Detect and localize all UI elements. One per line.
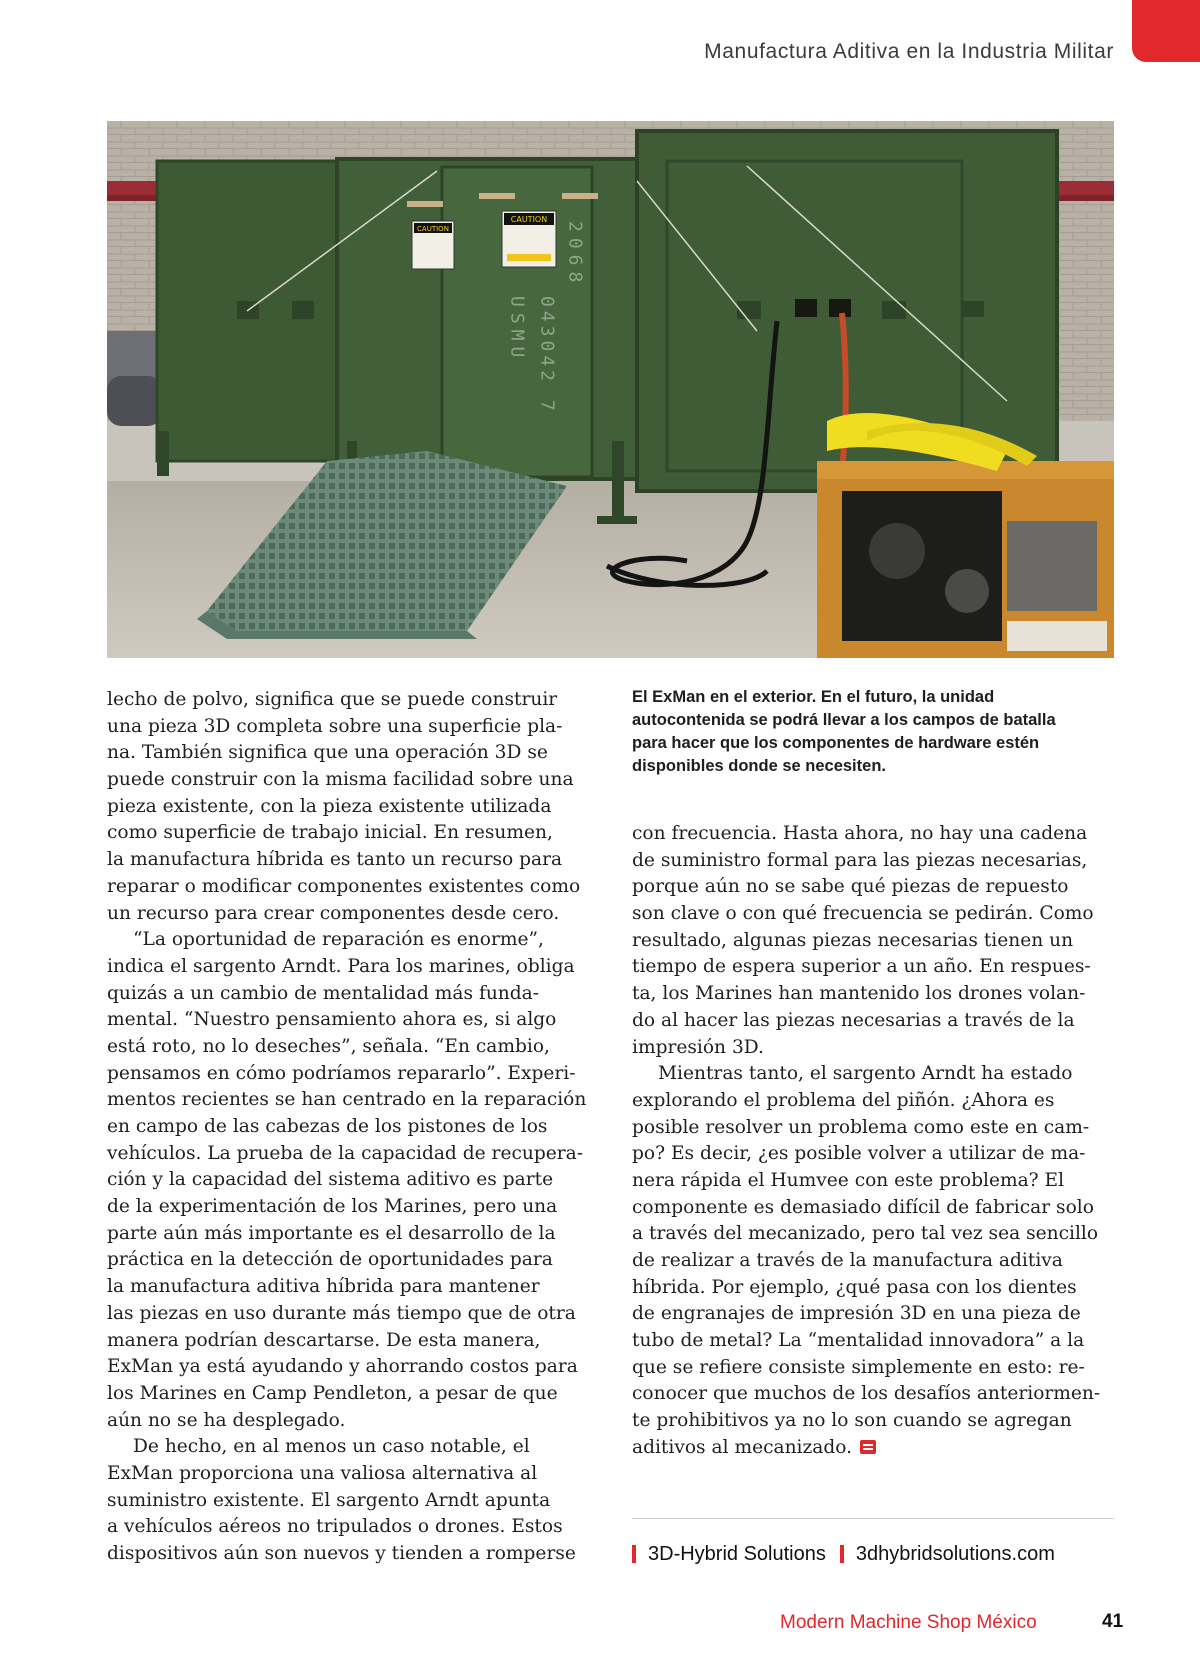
text-line: impresión 3D. bbox=[632, 1036, 764, 1058]
text-line: ExMan proporciona una valiosa alternativa al bbox=[107, 1462, 538, 1484]
text-line: a través del mecanizado, pero tal vez sea sencillo bbox=[632, 1223, 1099, 1245]
exman-container-photo bbox=[107, 121, 1114, 658]
source-website-link[interactable]: 3dhybridsolutions.com bbox=[855, 1542, 1055, 1565]
article-end-icon bbox=[860, 1440, 876, 1454]
text-line-last bbox=[632, 1435, 1118, 1462]
text-line: dispositivos aún son nuevos y tienden a romperse bbox=[107, 1543, 576, 1564]
text-line: con frecuencia. Hasta ahora, no hay una cadena bbox=[632, 823, 1088, 844]
caption-line: disponibles donde se necesiten. bbox=[632, 757, 886, 775]
source-credit bbox=[632, 1539, 1055, 1569]
footer-magazine-name: Modern Machine Shop México bbox=[780, 1612, 1037, 1633]
text-line: manera podrían descartarse. De esta manera, bbox=[107, 1329, 541, 1351]
accent-bar-icon bbox=[632, 1545, 636, 1563]
text-line: de engranajes de impresión 3D en una pieza de bbox=[632, 1303, 1081, 1325]
text-line: indica el sargento Arndt. Para los marines, obliga bbox=[107, 955, 575, 977]
text-line: la manufactura híbrida es tanto un recurso para bbox=[107, 849, 563, 871]
text-line: está roto, no lo deseches”, señala. “En cambio, bbox=[107, 1035, 550, 1057]
text-line: componente es demasiado difícil de fabricar solo bbox=[632, 1196, 1094, 1218]
text-line: a vehículos aéreos no tripulados o drones. Estos bbox=[107, 1516, 563, 1538]
text-line: do al hacer las piezas necesarias a través de la bbox=[632, 1009, 1075, 1031]
text-line: nera rápida el Humvee con este problema? El bbox=[632, 1169, 1065, 1191]
last-line-text: aditivos al mecanizado. bbox=[632, 1436, 853, 1458]
text-line: de la experimentación de los Marines, pero una bbox=[107, 1196, 558, 1218]
text-line: como superficie de trabajo inicial. En resumen, bbox=[107, 822, 553, 844]
text-line: mentos recientes se han centrado en la reparación bbox=[107, 1089, 587, 1111]
text-line: quizás a un cambio de mentalidad más funda- bbox=[107, 982, 540, 1004]
text-line: pieza existente, con la pieza existente utilizada bbox=[107, 795, 552, 817]
text-line: conocer que muchos de los desafíos anteriormen- bbox=[632, 1383, 1101, 1405]
text-line: “La oportunidad de reparación es enorme”, bbox=[133, 929, 544, 951]
page-number: 41 bbox=[1102, 1611, 1124, 1632]
article-column-left bbox=[107, 687, 597, 1568]
photo-caption bbox=[632, 686, 1118, 778]
text-line: reparar o modificar componentes existentes como bbox=[107, 875, 581, 897]
text-line: los Marines en Camp Pendleton, a pesar de que bbox=[107, 1382, 558, 1404]
text-line: ExMan ya está ayudando y ahorrando costos para bbox=[107, 1356, 578, 1378]
text-line: puede construir con la misma facilidad sobre una bbox=[107, 769, 574, 791]
text-line: pensamos en cómo podríamos repararlo”. Experi- bbox=[107, 1062, 576, 1084]
text-line: aún no se ha desplegado. bbox=[107, 1409, 346, 1431]
source-divider bbox=[632, 1518, 1114, 1519]
text-line: suministro existente. El sargento Arndt apunta bbox=[107, 1489, 551, 1511]
text-line: tiempo de espera superior a un año. En respues- bbox=[632, 956, 1091, 978]
caution-sign-right: CAUTION bbox=[510, 215, 548, 224]
text-line: De hecho, en al menos un caso notable, el bbox=[133, 1436, 530, 1458]
running-header-title: Manufactura Aditiva en la Industria Militar bbox=[704, 40, 1114, 63]
text-line: una pieza 3D completa sobre una superficie pla- bbox=[107, 715, 563, 737]
text-line: porque aún no se sabe qué piezas de repuesto bbox=[632, 876, 1069, 898]
text-line: resultado, algunas piezas necesarias tienen un bbox=[632, 929, 1074, 951]
stencil-usmu: USMU bbox=[506, 296, 528, 364]
text-line: po? Es decir, ¿es posible volver a utilizar de ma- bbox=[632, 1143, 1086, 1165]
text-line: ta, los Marines han mantenido los drones volan- bbox=[632, 983, 1086, 1005]
text-line: te prohibitivos ya no lo son cuando se agregan bbox=[632, 1410, 1072, 1432]
text-line: posible resolver un problema como este en cam- bbox=[632, 1116, 1090, 1138]
text-line: son clave o con qué frecuencia se pedirán. Como bbox=[632, 903, 1094, 925]
text-line: ción y la capacidad del sistema aditivo es parte bbox=[107, 1169, 554, 1191]
text-line: un recurso para crear componentes desde cero. bbox=[107, 902, 560, 924]
text-line: la manufactura aditiva híbrida para mantener bbox=[107, 1276, 540, 1298]
text-line: de suministro formal para las piezas necesarias, bbox=[632, 849, 1088, 871]
text-line: práctica en la detección de oportunidades para bbox=[107, 1249, 553, 1271]
exman-photo-illustration bbox=[107, 121, 1114, 658]
text-line: las piezas en uso durante más tiempo que de otra bbox=[107, 1302, 576, 1324]
caption-line: autocontenida se podrá llevar a los campos de batalla bbox=[632, 711, 1056, 729]
text-line: parte aún más importante es el desarrollo de la bbox=[107, 1222, 556, 1244]
article-column-right bbox=[632, 821, 1118, 1462]
stencil-number: 2068 bbox=[564, 221, 586, 289]
corner-color-tab bbox=[1132, 0, 1200, 62]
text-line: mental. “Nuestro pensamiento ahora es, si algo bbox=[107, 1009, 557, 1031]
text-line: vehículos. La prueba de la capacidad de recupera- bbox=[107, 1142, 584, 1164]
text-line: que se refiere consiste simplemente en esto: re- bbox=[632, 1356, 1085, 1378]
stencil-serial: 043042 7 bbox=[536, 296, 558, 415]
text-line: lecho de polvo, significa que se puede construir bbox=[107, 689, 558, 710]
text-line: híbrida. Por ejemplo, ¿qué pasa con los dientes bbox=[632, 1276, 1077, 1298]
caption-line: El ExMan en el exterior. En el futuro, la unidad bbox=[632, 688, 995, 706]
accent-bar-icon bbox=[840, 1545, 844, 1563]
source-company: 3D-Hybrid Solutions bbox=[648, 1542, 826, 1565]
caption-line: para hacer que los componentes de hardware estén bbox=[632, 734, 1040, 752]
text-line: na. También significa que una operación 3D se bbox=[107, 742, 548, 764]
text-line: de realizar a través de la manufactura aditiva bbox=[632, 1250, 1063, 1271]
text-line: tubo de metal? La “mentalidad innovadora” a la bbox=[632, 1330, 1085, 1352]
caution-sign-left: CAUTION bbox=[417, 225, 449, 233]
text-line: explorando el problema del piñón. ¿Ahora es bbox=[632, 1089, 1055, 1111]
text-line: Mientras tanto, el sargento Arndt ha estado bbox=[658, 1063, 1073, 1085]
text-line: en campo de las cabezas de los pistones de los bbox=[107, 1116, 548, 1137]
